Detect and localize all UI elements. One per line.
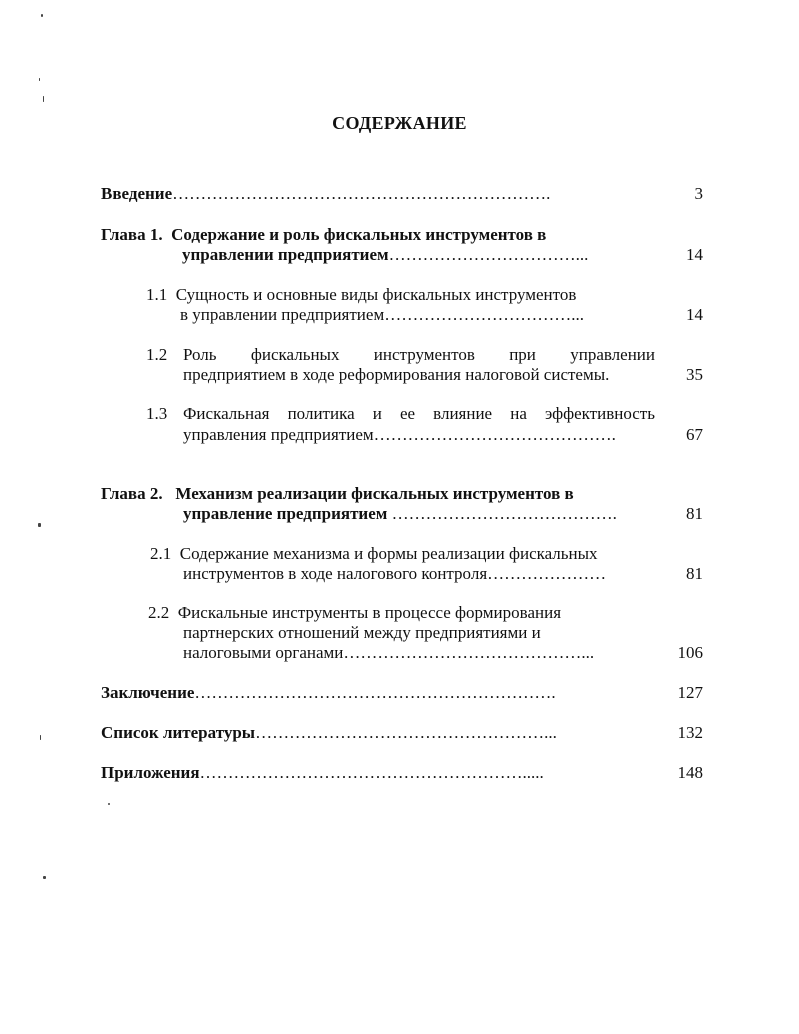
toc-s22-second-line[interactable] xyxy=(183,623,541,643)
toc-s13-number: 1.3 xyxy=(146,404,168,423)
scan-speck xyxy=(39,78,40,81)
toc-ch1-second-line[interactable] xyxy=(182,245,588,265)
toc-entry-intro[interactable] xyxy=(101,184,550,204)
toc-entry-conclusion[interactable] xyxy=(101,683,556,703)
toc-entry-section-2-1[interactable] xyxy=(150,544,598,564)
toc-conclusion-leader: ………………………………………………………. xyxy=(194,683,556,702)
toc-ch1-page: 14 xyxy=(686,245,703,264)
toc-ch2-line2: управление предприятием xyxy=(183,504,388,523)
toc-ch2-leader: …………………………………. xyxy=(387,504,617,523)
toc-s13-second-line[interactable] xyxy=(183,425,616,445)
toc-s22-line2: партнерских отношений между предприятиями и xyxy=(183,623,541,642)
toc-s11-page: 14 xyxy=(686,305,703,324)
toc-ch2-prefix: Глава 2. xyxy=(101,484,163,503)
toc-intro-leader: …………………………………………………………. xyxy=(172,184,551,203)
toc-s22-line3: налоговыми органами xyxy=(183,643,344,662)
scan-speck xyxy=(43,96,44,102)
toc-s21-line2: инструментов в ходе налогового контроля xyxy=(183,564,488,583)
toc-appendix-leader: …………………………………………………..... xyxy=(199,763,544,782)
toc-refs-leader: ……………………………………………... xyxy=(255,723,557,742)
toc-conclusion-label: Заключение xyxy=(101,683,195,702)
toc-s13-line1: Фискальная политика и ее влияние на эффективность xyxy=(183,404,655,423)
toc-s21-line1: Содержание механизма и формы реализации фискальных xyxy=(179,544,598,563)
page-title: СОДЕРЖАНИЕ xyxy=(332,113,467,133)
toc-s12-second-line[interactable] xyxy=(183,365,609,385)
toc-s13-leader: ……………………………………. xyxy=(373,425,616,444)
toc-s21-leader: ………………… xyxy=(487,564,607,583)
toc-s11-second-line[interactable] xyxy=(180,305,584,325)
toc-entry-section-2-2[interactable] xyxy=(148,603,561,623)
scan-speck xyxy=(108,803,110,805)
toc-entry-references[interactable] xyxy=(101,723,557,743)
toc-ch2-line1: Механизм реализации фискальных инструментов в xyxy=(175,484,574,503)
scan-speck xyxy=(40,735,41,740)
toc-s21-number: 2.1 xyxy=(150,544,172,563)
toc-s13-page: 67 xyxy=(686,425,703,444)
toc-entry-section-1-2[interactable] xyxy=(183,345,655,365)
toc-s21-second-line[interactable] xyxy=(183,564,606,584)
toc-ch2-page: 81 xyxy=(686,504,703,523)
toc-s21-page: 81 xyxy=(686,564,703,583)
toc-entry-appendix[interactable] xyxy=(101,763,544,783)
toc-s11-leader: ……………………………... xyxy=(384,305,584,324)
toc-s12-line2: предприятием в ходе реформирования налоговой системы. xyxy=(183,365,610,384)
toc-intro-label: Введение xyxy=(101,184,173,203)
toc-s22-line1: Фискальные инструменты в процессе формирования xyxy=(177,603,562,622)
toc-s12-line1: Роль фискальных инструментов при управлении xyxy=(183,345,655,364)
toc-s13-line2: управления предприятием xyxy=(183,425,374,444)
toc-s11-number: 1.1 xyxy=(146,285,168,304)
toc-conclusion-page: 127 xyxy=(677,683,703,702)
toc-s22-leader: ……………………………………... xyxy=(343,643,595,662)
toc-s22-number: 2.2 xyxy=(148,603,170,622)
toc-entry-section-1-3[interactable] xyxy=(183,404,655,424)
toc-refs-page: 132 xyxy=(677,723,703,742)
scan-speck xyxy=(38,523,41,527)
toc-ch2-second-line[interactable] xyxy=(183,504,617,524)
toc-ch1-prefix: Глава 1. xyxy=(101,225,163,244)
toc-s11-line1: Сущность и основные виды фискальных инструментов xyxy=(175,285,577,304)
toc-appendix-label: Приложения xyxy=(101,763,200,782)
toc-refs-label: Список литературы xyxy=(101,723,256,742)
scan-speck xyxy=(43,876,46,879)
toc-entry-chapter-2[interactable] xyxy=(101,484,574,504)
toc-entry-chapter-1[interactable] xyxy=(101,225,546,245)
toc-ch1-leader: ……………………………... xyxy=(388,245,589,264)
toc-appendix-page: 148 xyxy=(677,763,703,782)
scan-speck xyxy=(41,14,43,17)
toc-s11-line2: в управлении предприятием xyxy=(180,305,385,324)
toc-intro-page: 3 xyxy=(694,184,703,203)
toc-s12-number: 1.2 xyxy=(146,345,168,364)
toc-s22-third-line[interactable] xyxy=(183,643,594,663)
toc-ch1-line1: Содержание и роль фискальных инструментов в xyxy=(171,225,547,244)
toc-s12-page: 35 xyxy=(686,365,703,384)
toc-entry-section-1-1[interactable] xyxy=(146,285,576,305)
toc-s22-page: 106 xyxy=(677,643,703,662)
toc-ch1-line2: управлении предприятием xyxy=(182,245,389,264)
